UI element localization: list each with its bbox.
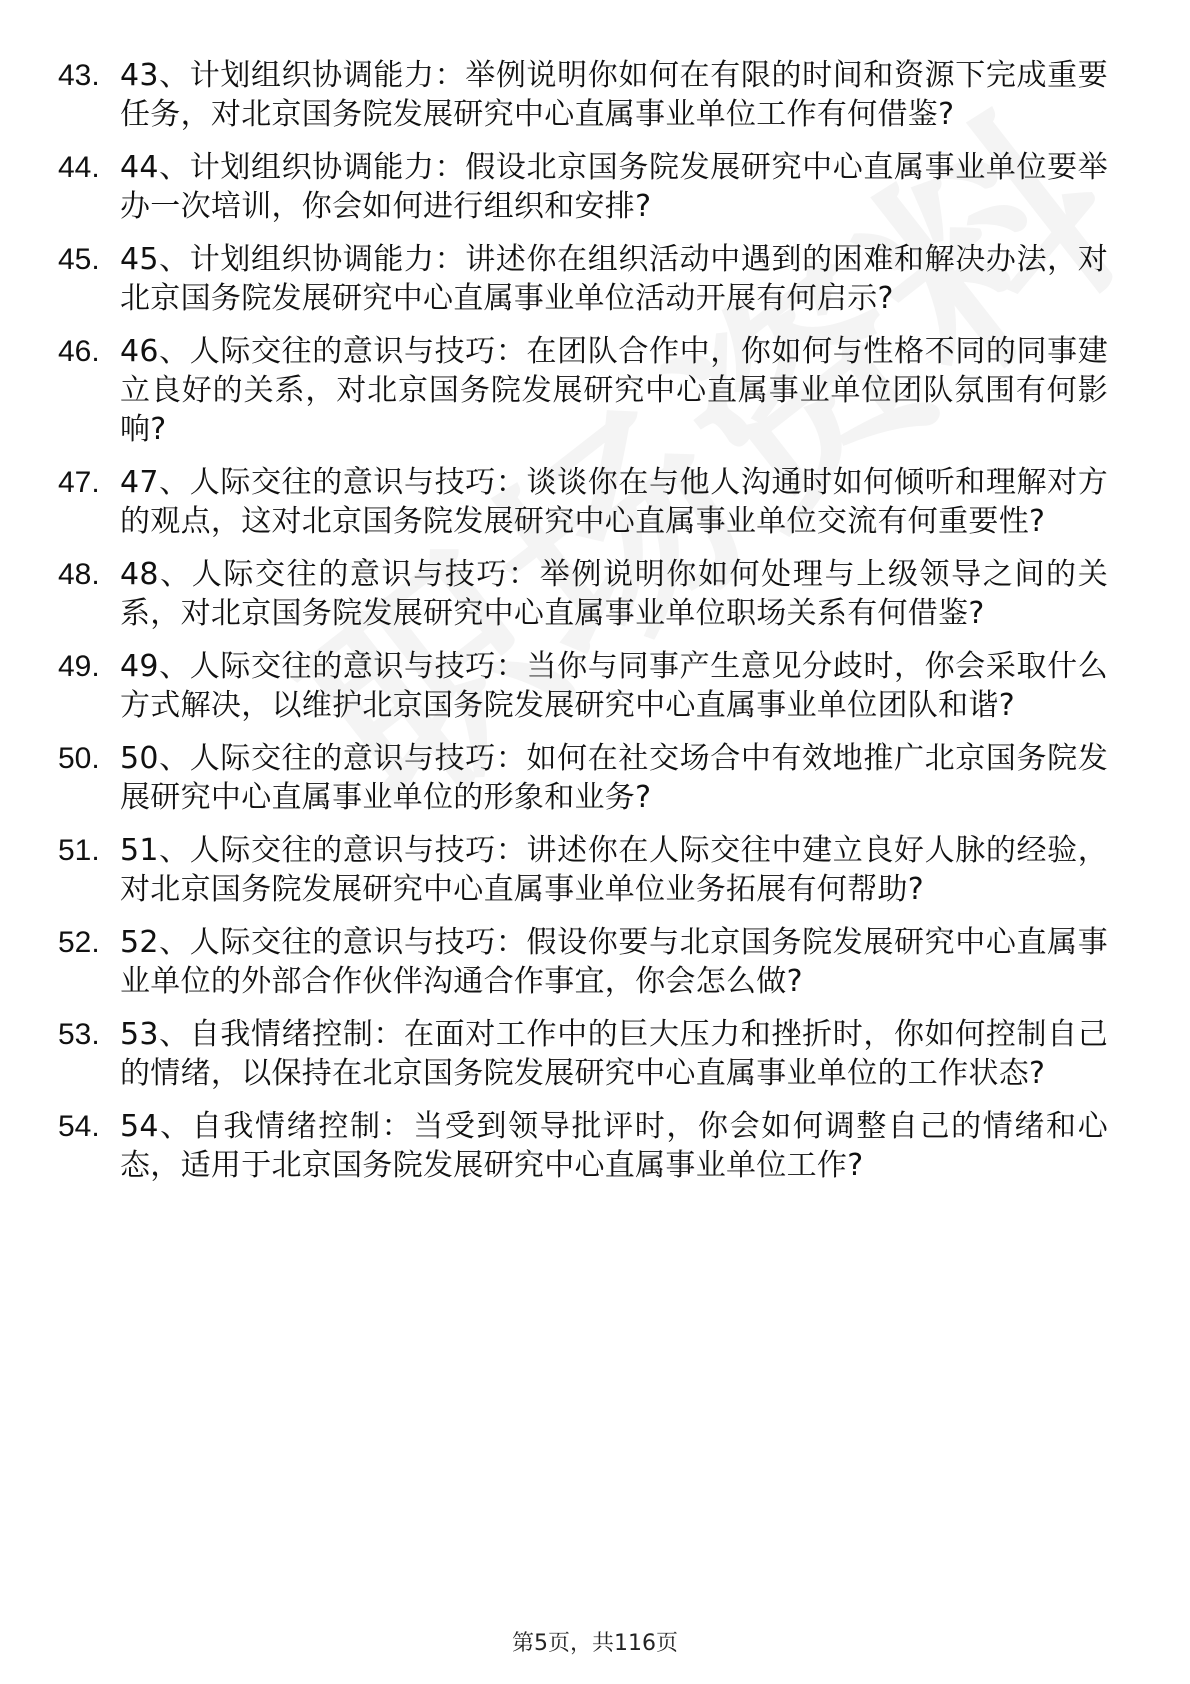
question-number: 48. (58, 558, 100, 591)
question-list (58, 56, 1148, 1199)
question-item (58, 1015, 1148, 1093)
question-text: 49、人际交往的意识与技巧：当你与同事产生意见分歧时，你会采取什么方式解决，以维护北京国务院发展研究中心直属事业单位团队和谐? (120, 649, 1108, 723)
question-text: 54、自我情绪控制：当受到领导批评时，你会如何调整自己的情绪和心态，适用于北京国务院发展研究中心直属事业单位工作? (120, 1109, 1108, 1183)
question-text: 43、计划组织协调能力：举例说明你如何在有限的时间和资源下完成重要任务，对北京国务院发展研究中心直属事业单位工作有何借鉴? (120, 58, 1108, 132)
question-item (58, 739, 1148, 817)
question-number: 45. (58, 243, 100, 276)
question-text: 51、人际交往的意识与技巧：讲述你在人际交往中建立良好人脉的经验，对北京国务院发展研究中心直属事业单位业务拓展有何帮助? (120, 833, 1108, 907)
question-item (58, 56, 1148, 134)
question-text: 48、人际交往的意识与技巧：举例说明你如何处理与上级领导之间的关系，对北京国务院发展研究中心直属事业单位职场关系有何借鉴? (120, 557, 1108, 631)
question-text: 46、人际交往的意识与技巧：在团队合作中，你如何与性格不同的同事建立良好的关系，对北京国务院发展研究中心直属事业单位团队氛围有何影响? (120, 334, 1108, 447)
question-number: 44. (58, 151, 100, 184)
question-text: 53、自我情绪控制：在面对工作中的巨大压力和挫折时，你如何控制自己的情绪，以保持在北京国务院发展研究中心直属事业单位的工作状态? (120, 1017, 1108, 1091)
question-number: 47. (58, 466, 100, 499)
question-item (58, 555, 1148, 633)
question-text: 44、计划组织协调能力：假设北京国务院发展研究中心直属事业单位要举办一次培训，你会如何进行组织和安排? (120, 150, 1108, 224)
question-item (58, 463, 1148, 541)
question-number: 52. (58, 926, 100, 959)
question-number: 49. (58, 650, 100, 683)
question-number: 50. (58, 742, 100, 775)
question-number: 54. (58, 1110, 100, 1143)
question-text: 50、人际交往的意识与技巧：如何在社交场合中有效地推广北京国务院发展研究中心直属事业单位的形象和业务? (120, 741, 1108, 815)
question-item (58, 148, 1148, 226)
question-item (58, 831, 1148, 909)
question-item (58, 923, 1148, 1001)
question-text: 52、人际交往的意识与技巧：假设你要与北京国务院发展研究中心直属事业单位的外部合作伙伴沟通合作事宜，你会怎么做? (120, 925, 1108, 999)
question-text: 45、计划组织协调能力：讲述你在组织活动中遇到的困难和解决办法，对北京国务院发展研究中心直属事业单位活动开展有何启示? (120, 242, 1108, 316)
page-footer: 第5页，共116页 (512, 1631, 678, 1656)
question-item (58, 240, 1148, 318)
question-number: 46. (58, 335, 100, 368)
question-number: 53. (58, 1018, 100, 1051)
question-item (58, 332, 1148, 449)
question-item (58, 647, 1148, 725)
question-number: 43. (58, 59, 100, 92)
question-number: 51. (58, 834, 100, 867)
question-item (58, 1107, 1148, 1185)
question-text: 47、人际交往的意识与技巧：谈谈你在与他人沟通时如何倾听和理解对方的观点，这对北京国务院发展研究中心直属事业单位交流有何重要性? (120, 465, 1108, 539)
